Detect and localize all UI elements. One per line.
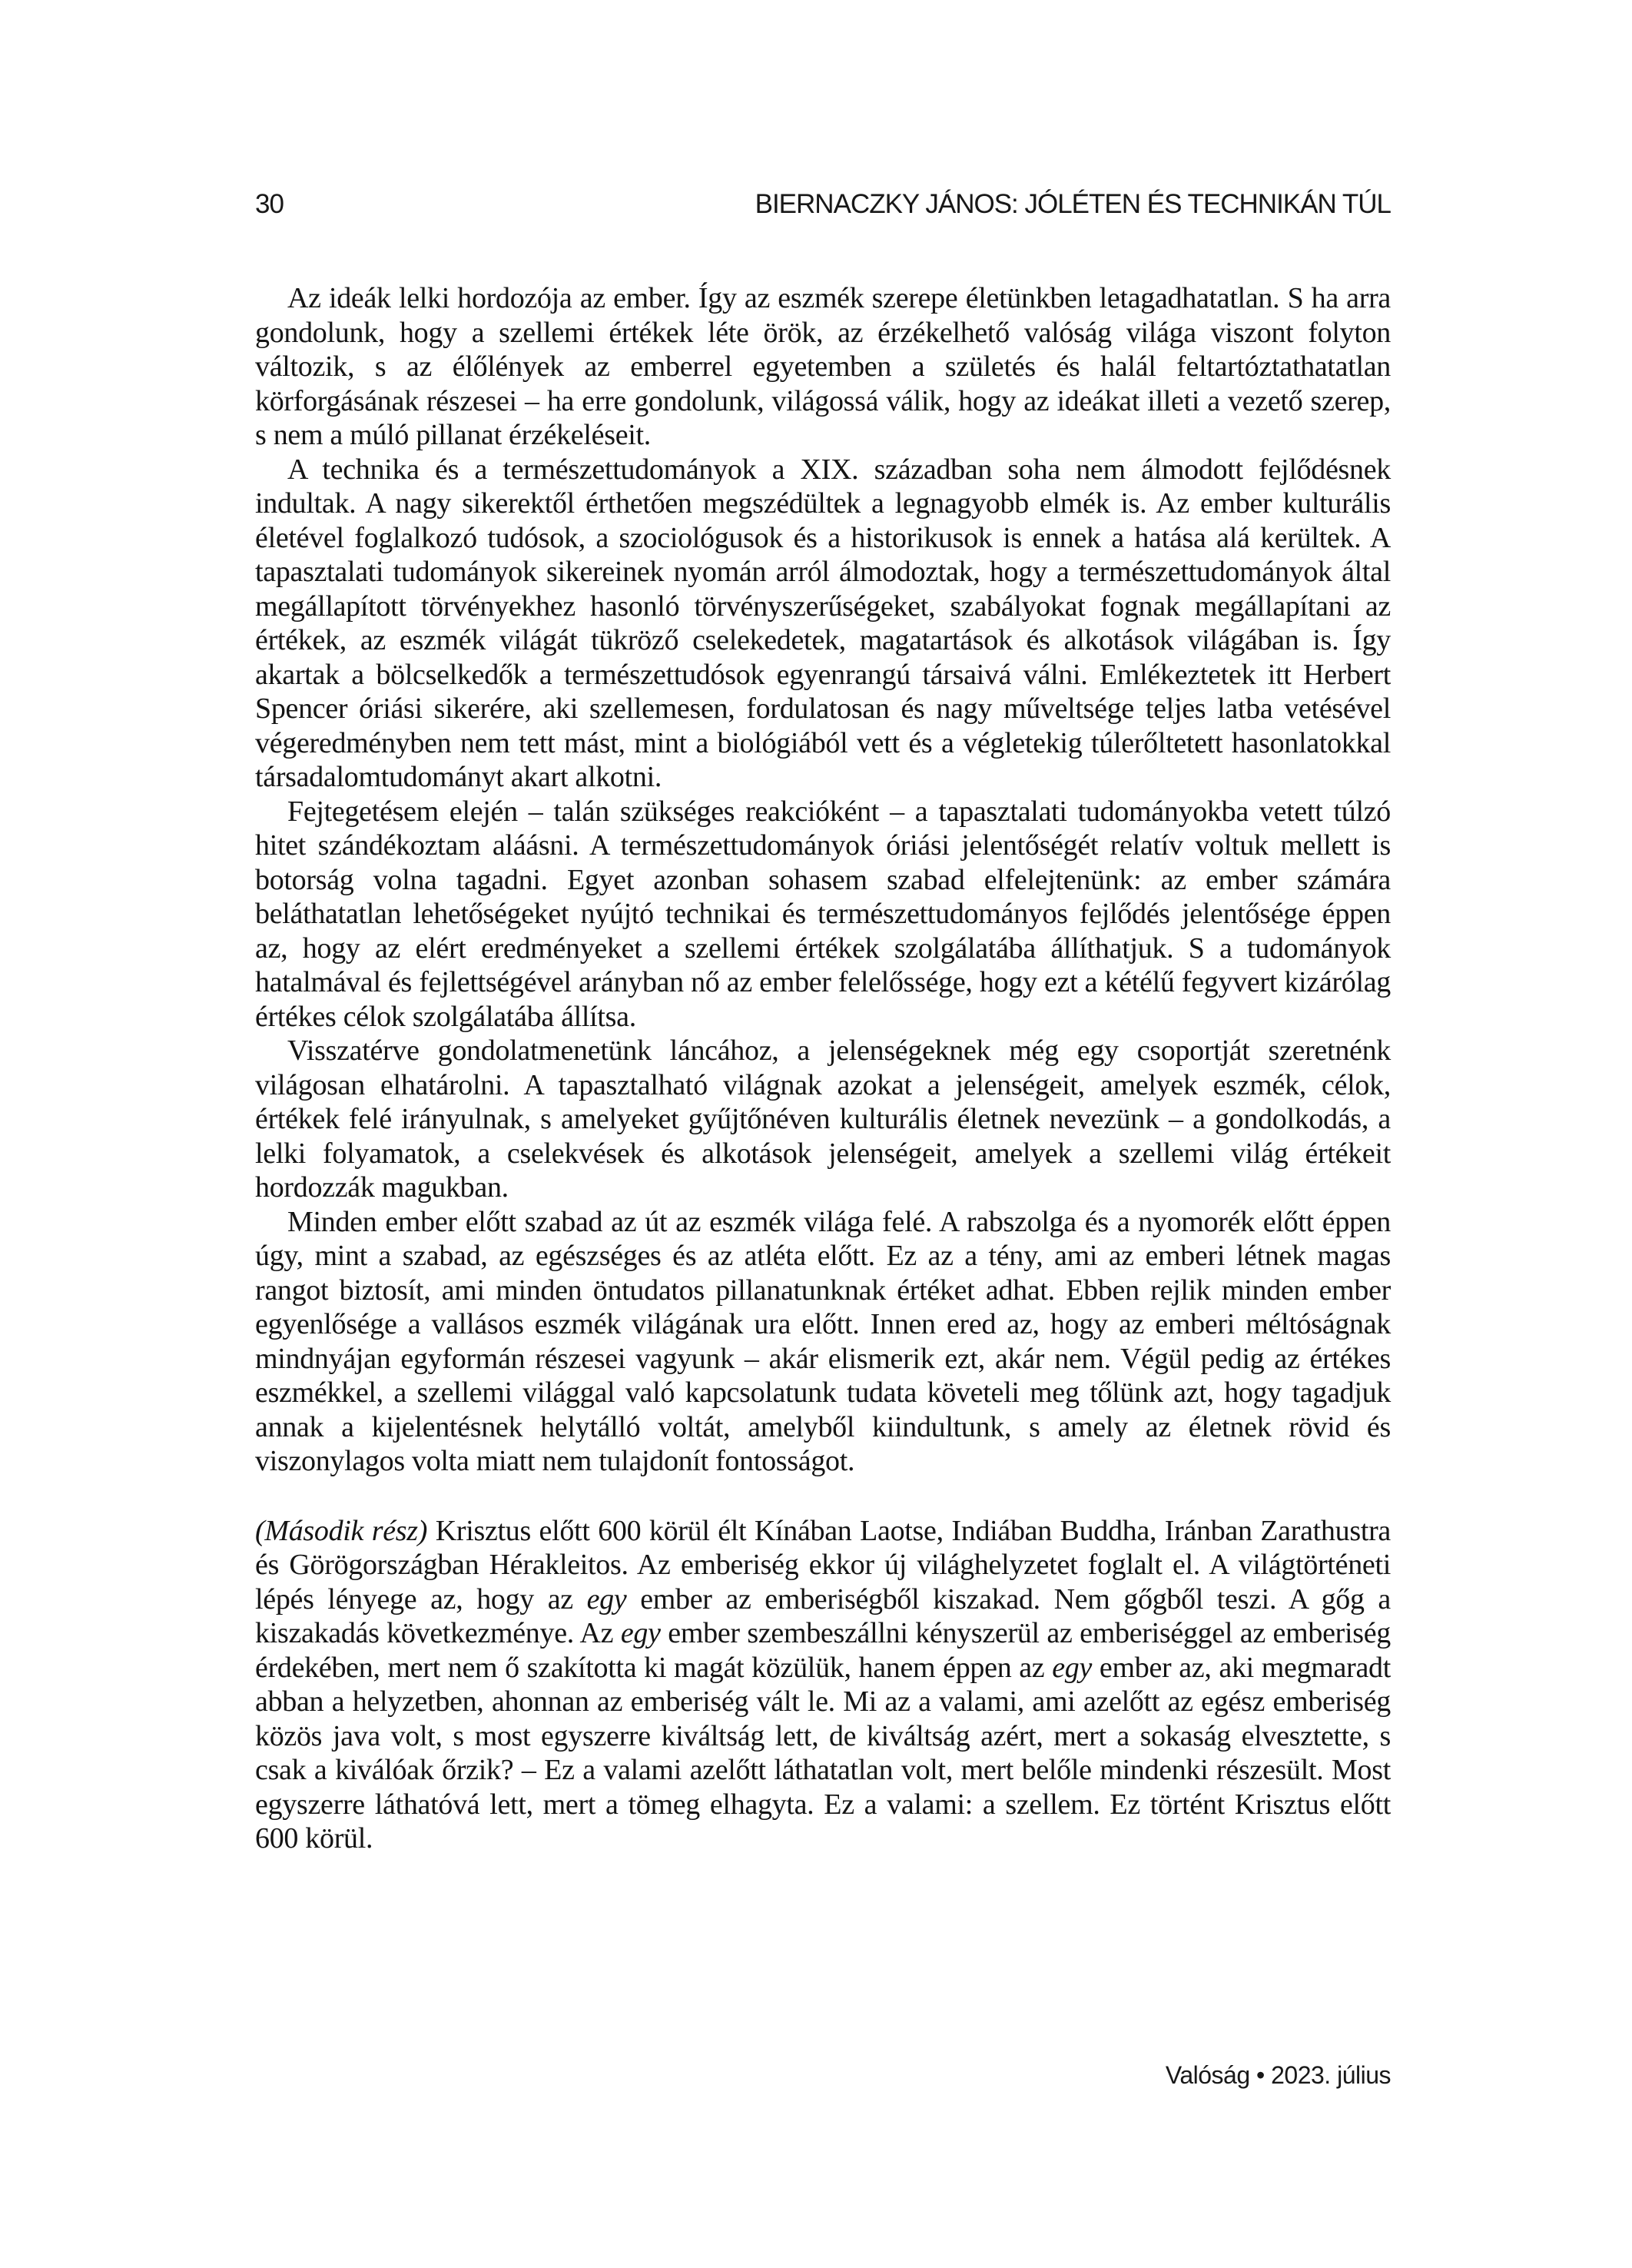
page-number: 30 — [255, 189, 284, 219]
emphasis-text: egy — [586, 1582, 627, 1615]
text-segment: Az ideák lelki hordozója az ember. Így az eszmék szerepe életünkben letagadhatatlan. S ha arra gondolunk, hogy a szellemi értékek léte örök, az érzékelhető valóság világa viszont folyton változik, s az élőlények az emberrel egyetemben a születés és halál feltartóztathatatlan körforgásának részesei – ha erre gondolunk, világossá válik, hogy az ideákat illeti a vezető szerep, s nem a múló pillanat érzékeléseit. — [255, 282, 1391, 451]
article-body — [255, 281, 1391, 1856]
page-footer — [255, 2061, 1391, 2090]
running-title: BIERNACZKY JÁNOS: JÓLÉTEN ÉS TECHNIKÁN TÚL — [755, 189, 1391, 219]
emphasis-text: egy — [620, 1617, 661, 1649]
text-segment: ember szembeszállni kényszerül az emberiséggel az emberiség érdekében, mert nem ő szakította ki magát közülük, hanem éppen az — [255, 1617, 1391, 1684]
paragraph — [255, 1034, 1391, 1205]
text-segment: ember az emberiségből kiszakad. Nem gőgből teszi. A gőg a kiszakadás következménye. Az — [255, 1582, 1391, 1649]
text-segment: ember az, aki megmaradt abban a helyzetben, ahonnan az emberiség vált le. Mi az a valami, ami azelőtt az egész emberiség közös java volt, s most egyszerre kiváltság lett, de kiváltság azért, mert a sokaság elvesztette, s csak a kiválóak őrzik? – Ez a valami azelőtt láthatatlan volt, mert belőle mindenki részesült. Most egyszerre láthatóvá lett, mert a tömeg elhagyta. Ez a valami: a szellem. Ez történt Krisztus előtt 600 körül. — [255, 1651, 1392, 1855]
emphasis-text: (Második rész) — [255, 1514, 428, 1547]
paragraph — [255, 453, 1391, 795]
text-segment: Krisztus előtt 600 körül élt Kínában Laotse, Indiában Buddha, Iránban Zarathustra és Görögországban Hérakleitos. Az emberiség ekkor új világhelyzetet foglalt el. A világtörténeti lépés lényege az, hogy az — [255, 1514, 1391, 1615]
page-header — [255, 189, 1391, 220]
journal-imprint: Valóság • 2023. július — [1165, 2061, 1391, 2089]
text-segment: Fejtegetésem elején – talán szükséges reakcióként – a tapasztalati tudományokba vetett túlzó hitet szándékoztam aláásni. A természettudományok óriási jelentőségét relatív voltuk mellett is botorság volna tagadni. Egyet azonban sohasem szabad elfelejtenünk: az ember számára beláthatatlan lehetőségeket nyújtó technikai és természettudományos fejlődés jelentősége éppen az, hogy az elért eredményeket a szellemi értékek szolgálatába állíthatjuk. S a tudományok hatalmával és fejlettségével arányban nő az ember felelőssége, hogy ezt a kétélű fegyvert kizárólag értékes célok szolgálatába állítsa. — [255, 795, 1391, 1033]
text-segment: A technika és a természettudományok a XIX. században soha nem álmodott fejlődésnek indultak. A nagy sikerektől érthetően megszédültek a legnagyobb elmék is. Az ember kulturális életével foglalkozó tudósok, a szociológusok és a historikusok is ennek a hatása alá kerültek. A tapasztalati tudományok sikereinek nyomán arról álmodoztak, hogy a természettudományok által megállapított törvényekhez hasonló törvényszerűségeket, szabályokat fognak megállapítani az értékek, az eszmék világát tükröző cselekedetek, magatartások és alkotások világában is. Így akartak a bölcselkedők a természettudósok egyenrangú társaivá válni. Emlékeztetek itt Herbert Spencer óriási sikerére, aki szellemesen, fordulatosan és nagy műveltsége teljes latba vetésével végeredményben nem tett mást, mint a biológiából vett és a végletekig túlerőltetett hasonlatokkal társadalomtudományt akart alkotni. — [255, 453, 1391, 793]
text-segment: Minden ember előtt szabad az út az eszmék világa felé. A rabszolga és a nyomorék előtt éppen úgy, mint a szabad, az egészséges és az atléta előtt. Ez az a tény, ami az emberi létnek magas rangot biztosít, ami minden öntudatos pillanatunknak értéket adhat. Ebben rejlik minden ember egyenlősége a vallásos eszmék világának ura előtt. Innen ered az, hogy az emberi méltóságnak mindnyájan egyformán részesei vagyunk – akár elismerik ezt, akár nem. Végül pedig az értékes eszmékkel, a szellemi világgal való kapcsolatunk tudata követeli meg tőlünk azt, hogy tagadjuk annak a kijelentésnek helytálló voltát, amelyből kiindultunk, s amely az életnek rövid és viszonylagos volta miatt nem tulajdonít fontosságot. — [255, 1205, 1391, 1477]
emphasis-text: egy — [1052, 1651, 1093, 1684]
paragraph — [255, 795, 1391, 1034]
paragraph — [255, 1514, 1391, 1856]
paragraph — [255, 281, 1391, 453]
paragraph — [255, 1205, 1391, 1479]
text-segment: Visszatérve gondolatmenetünk láncához, a jelenségeknek még egy csoportját szeretnénk világosan elhatárolni. A tapasztalható világnak azokat a jelenségeit, amelyek eszmék, célok, értékek felé irányulnak, s amelyeket gyűjtőnéven kulturális életnek nevezünk – a gondolkodás, a lelki folyamatok, a cselekvések és alkotások jelenségeit, amelyek a szellemi világ értékeit hordozzák magukban. — [255, 1034, 1391, 1204]
